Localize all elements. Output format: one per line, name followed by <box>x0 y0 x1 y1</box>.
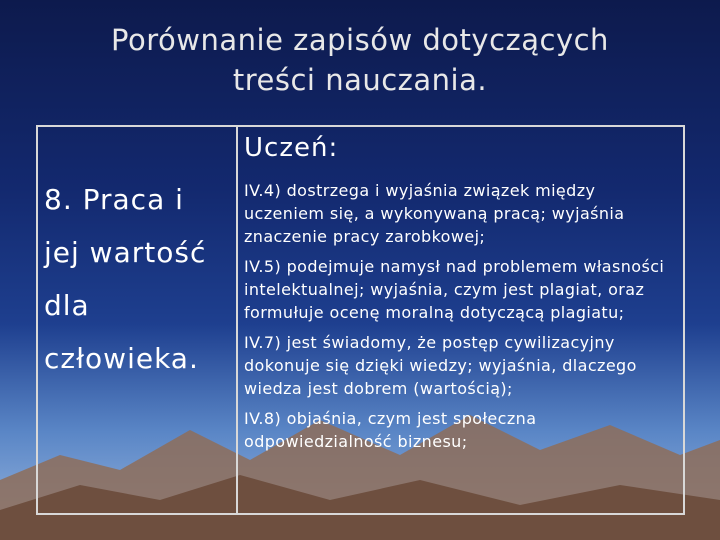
topic-line-4: człowieka. <box>44 342 199 375</box>
requirements-list <box>244 179 680 460</box>
topic-line-2: jej wartość <box>44 236 207 269</box>
requirement-item: IV.8) objaśnia, czym jest społeczna odpowiedzialność biznesu; <box>244 409 537 451</box>
table-divider <box>236 127 238 513</box>
topic-line-1: 8. Praca i <box>44 183 184 216</box>
requirement-item: IV.7) jest świadomy, że postęp cywilizacyjny dokonuje się dzięki wiedzy; wyjaśnia, dlaczego wiedza jest dobrem (wartością); <box>244 333 637 398</box>
topic-cell <box>44 173 232 385</box>
title-line-2: treści nauczania. <box>232 63 488 97</box>
requirement-item: IV.4) dostrzega i wyjaśnia związek między uczeniem się, a wykonywaną pracą; wyjaśnia znaczenie pracy zarobkowej; <box>244 181 625 246</box>
student-header: Uczeń: <box>244 133 339 163</box>
title-line-1: Porównanie zapisów dotyczących <box>111 23 609 57</box>
comparison-table <box>36 125 685 515</box>
topic-line-3: dla <box>44 289 90 322</box>
slide-title <box>40 20 680 100</box>
requirement-item: IV.5) podejmuje namysł nad problemem własności intelektualnej; wyjaśnia, czym jest plagiat, oraz formułuje ocenę moralną dotyczącą plagiatu; <box>244 257 665 322</box>
